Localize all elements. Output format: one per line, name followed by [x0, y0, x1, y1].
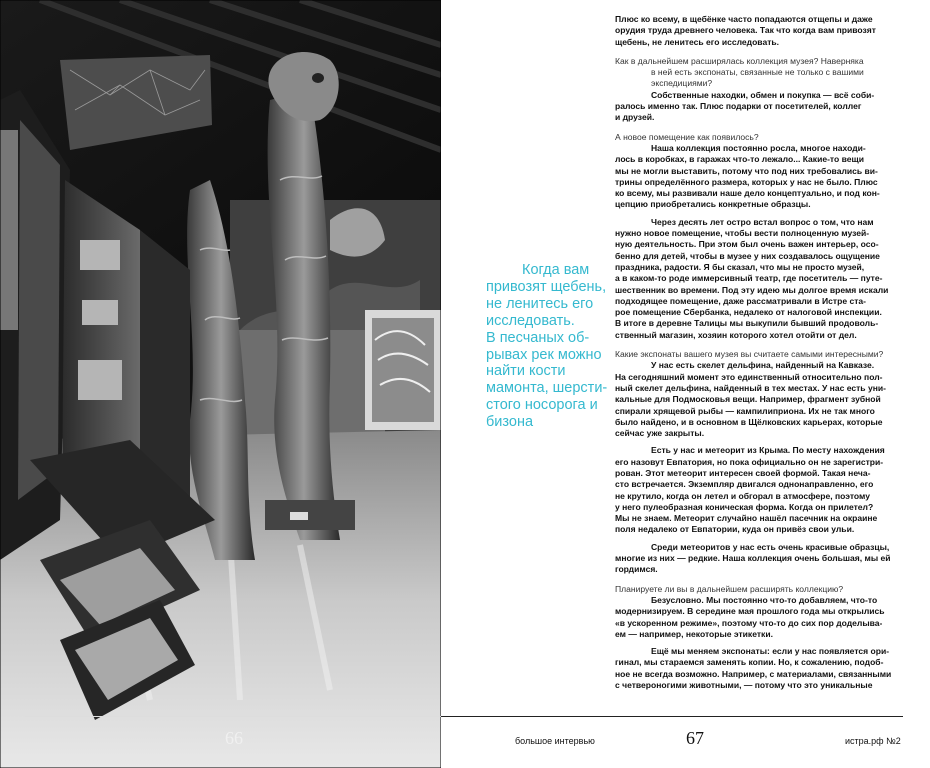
text-line: щебень, не ленитесь его исследовать.: [615, 36, 780, 47]
answer-paragraph: [615, 143, 905, 211]
article-column: [615, 14, 905, 691]
text-line: цепцию приобретались конкретные образцы.: [615, 199, 811, 210]
text-line: многие из них — редкие. Наша коллекция очень большая, мы ей: [615, 553, 891, 564]
text-line: рован. Этот метеорит интересен своей формой. Такая неча-: [615, 467, 871, 478]
pull-quote-line: найти кости: [486, 363, 566, 380]
text-line: экспедициями?: [651, 78, 713, 89]
text-line: Ещё мы меняем экспонаты: если у нас появляется ори-: [651, 646, 890, 657]
text-line: Планируете ли вы в дальнейшем расширять коллекцию?: [615, 583, 844, 594]
text-line: Через десять лет остро встал вопрос о том, что нам: [651, 216, 874, 227]
answer-paragraph: [615, 445, 905, 535]
text-line: ралось именно так. Плюс подарки от посетителей, коллег: [615, 101, 862, 112]
interview-question: [615, 132, 905, 143]
text-line: мы не могли выставить, потому что под них требовались ви-: [615, 165, 878, 176]
answer-paragraph: [615, 646, 905, 691]
text-line: у него пулеобразная коническая форма. Когда он прилетел?: [615, 501, 874, 512]
pull-quote-line: не ленитесь его: [486, 295, 594, 312]
text-line: нужно новое помещение, чтобы вести полноценную музей-: [615, 228, 870, 239]
footer-rule-left: [25, 716, 441, 717]
text-line: Какие экспонаты вашего музея вы считаете самыми интересными?: [615, 349, 884, 360]
text-line: орудия труда древнего человека. Так что когда вам привозят: [615, 25, 876, 36]
footer-rule-right: [441, 716, 903, 717]
text-line: А новое помещение как появилось?: [615, 131, 759, 142]
answer-paragraph: [615, 595, 905, 640]
text-line: модернизируем. В середине мая прошлого года мы открылись: [615, 606, 885, 617]
pull-quote-line: бизона: [486, 414, 534, 431]
text-line: На сегодняшний момент это единственный относительно пол-: [615, 371, 883, 382]
answer-paragraph: [615, 542, 905, 576]
text-line: поля недалеко от Евпатории, куда он привёз свои ульи.: [615, 524, 855, 535]
text-line: гордимся.: [615, 564, 658, 575]
interview-question: [615, 56, 905, 90]
pull-quote: [486, 262, 611, 431]
pull-quote-line: привозят щебень,: [486, 278, 607, 295]
answer-paragraph: [615, 217, 905, 341]
text-line: Мы не знаем. Метеорит случайно нашёл пасечник на окраине: [615, 513, 878, 524]
text-line: Наша коллекция постоянно росла, многое находи-: [651, 142, 866, 153]
interview-question: [615, 584, 905, 595]
text-line: Собственные находки, обмен и покупка — всё соби-: [651, 89, 875, 100]
text-line: ем — например, некоторые этикетки.: [615, 628, 773, 639]
text-line: шественник во времени. Под эту идею мы долгое время искали: [615, 284, 889, 295]
text-line: подходящее помещение, даже рассматривали в Истре ста-: [615, 295, 866, 306]
museum-hall-photo: [0, 0, 441, 768]
text-line: сейчас уже закрыты.: [615, 428, 705, 439]
text-line: В итоге в деревне Талицы мы выкупили бывший продоволь-: [615, 318, 879, 329]
pull-quote-line: рывах рек можно: [486, 346, 602, 363]
interview-question: [615, 349, 905, 360]
text-line: было найдено, и в основном в Щёлковских карьерах, которые: [615, 416, 883, 427]
footer-section-title: большое интервью: [515, 736, 595, 746]
text-line: Безусловно. Мы постоянно что-то добавляем, что-то: [651, 594, 878, 605]
text-line: Есть у нас и метеорит из Крыма. По месту нахождения: [651, 445, 885, 456]
text-line: ное не всегда возможно. Например, с материалами, связанными: [615, 668, 892, 679]
text-line: в ней есть экспонаты, связанные не только с вашими: [651, 67, 864, 78]
text-line: Как в дальнейшем расширялась коллекция музея? Наверняка: [615, 55, 864, 66]
pull-quote-line: Когда вам: [522, 262, 590, 278]
text-line: кальные для Подмосковья вещи. Например, фрагмент зубной: [615, 394, 881, 405]
text-line: Среди метеоритов у нас есть очень красивые образцы,: [651, 541, 890, 552]
footer-magazine-title: истра.рф №2: [845, 736, 901, 746]
text-line: ко всему, мы развивали наше дело концептуально, и под кон-: [615, 188, 880, 199]
text-line: не крутило, когда он летел и обгорал в атмосфере, поэтому: [615, 490, 870, 501]
text-line: рое помещение Сбербанка, недалеко от налоговой инспекции.: [615, 307, 882, 318]
pull-quote-line: мамонта, шерсти-: [486, 380, 608, 397]
text-line: праздника, радости. Я бы сказал, что мы не просто музей,: [615, 261, 865, 272]
text-line: лось в коробках, в гаражах что-то лежало... Какие-то вещи: [615, 154, 864, 165]
pull-quote-line: стого носорога и: [486, 397, 598, 414]
answer-paragraph: [615, 360, 905, 439]
text-line: ственный магазин, хозяин которого хотел отойти от дел.: [615, 329, 857, 340]
left-page-number: 66: [225, 728, 243, 748]
text-line: и друзей.: [615, 112, 655, 123]
text-line: У нас есть скелет дельфина, найденный на Кавказе.: [651, 360, 875, 371]
text-line: Плюс ко всему, в щебёнке часто попадаются отщепы и даже: [615, 14, 873, 24]
text-line: гинал, мы стараемся заменять копии. Но, к сожалению, подоб-: [615, 657, 884, 668]
text-line: а в каком-то роде иммерсивный театр, где посетитель — путе-: [615, 273, 883, 284]
text-line: «в ускоренном режиме», поэтому что-то до сих пор доделыва-: [615, 617, 883, 628]
text-line: бенно для детей, чтобы в музее у них создавалось ощущение: [615, 250, 880, 261]
pull-quote-line: исследовать.: [486, 312, 575, 329]
text-line: трины определённого размера, которых у нас не было. Плюс: [615, 176, 878, 187]
text-line: с четвероногими животными, — потому что это уникальные: [615, 680, 873, 691]
text-line: спирали хрящевой рыбы — кампилиприона. Их не так много: [615, 405, 875, 416]
text-line: ную деятельность. При этом был очень важен интерьер, осо-: [615, 239, 879, 250]
text-line: сто встречается. Экземпляр двигался однонаправленно, его: [615, 479, 874, 490]
right-page-number: 67: [686, 728, 704, 748]
pull-quote-line: В песчаных об-: [486, 329, 590, 346]
text-line: ный скелет дельфина, найденный в тех местах. У нас есть уни-: [615, 382, 886, 393]
text-line: его назовут Евпатория, но пока официально он не зарегистри-: [615, 456, 884, 467]
answer-paragraph: [615, 90, 905, 124]
answer-paragraph: [615, 14, 905, 48]
